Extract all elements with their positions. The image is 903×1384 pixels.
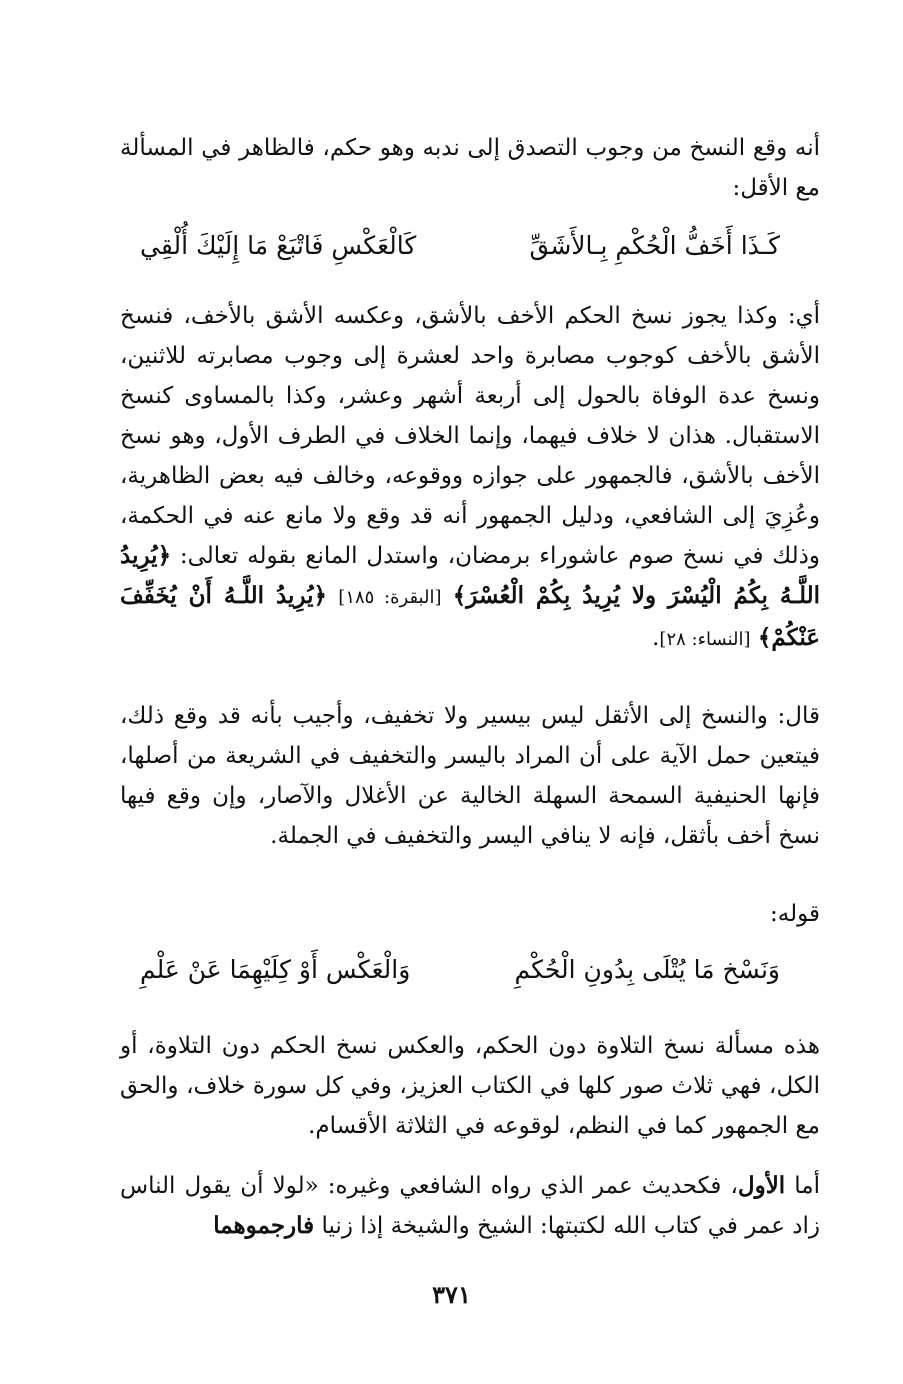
- paragraph-response: [120, 696, 820, 856]
- qawluhu-label: [120, 894, 820, 934]
- quran-reference-baqara: [البقرة: ١٨٥]: [338, 587, 442, 608]
- quran-verse-baqara: ﴿يُرِيدُ اللَّـهُ بِكُمُ الْيُسْرَ ولا يُرِيدُ بِكُمْ الْعُسْرَ﴾: [120, 542, 821, 609]
- qawluhu-text: قوله:: [770, 901, 820, 927]
- verse-1-first-hemistich: كَـذَا أَخَفُّ الْحُكْمِ بِـالأَشَقِّ: [529, 231, 780, 260]
- verse-line-2: [140, 950, 780, 990]
- first-type-bold-end: فارجموهما: [213, 1212, 315, 1239]
- verse-2-first-hemistich: وَنَسْخ مَا يُتْلَى بِدُونِ الْحُكْمِ: [514, 955, 780, 984]
- first-type-prefix: أما: [785, 1173, 821, 1199]
- verse-2-second-hemistich: وَالْعَكْس أَوْ كِلَيْهِمَا عَنْ عَلْمِ: [140, 955, 411, 984]
- quran-reference-nisa: [النساء: ٢٨]: [659, 629, 751, 650]
- first-type-bold-word: الأول: [737, 1172, 786, 1199]
- paragraph-first-type: [120, 1166, 820, 1246]
- abrogation-types-text: هذه مسألة نسخ التلاوة دون الحكم، والعكس نسخ الحكم دون التلاوة، أو الكل، فهي ثلاث صور كلها في الكتاب العزيز، وفي كل سورة خلاف، والحق مع الجمهور كما في النظم، لوقوعه في الثلاثة الأقسام.: [120, 1033, 820, 1139]
- verse-line-1: [140, 226, 780, 266]
- quran-verse-nisa: ﴿يُرِيدُ اللَّـهُ أَنْ يُخَفِّفَ عَنْكُمْ﴾: [120, 582, 820, 651]
- explanation-text: أي: وكذا يجوز نسخ الحكم الأخف بالأشق، وعكسه الأشق بالأخف، فنسخ الأشق بالأخف كوجوب مصابرة واحد لعشرة إلى وجوب مصابرته للاثنين، ونسخ عدة الوفاة بالحول إلى أربعة أشهر وعشر، وكذا بالمساوى كنسخ الاستقبال. هذان لا خلاف فيهما، وإنما الخلاف في الطرف الأول، وهو نسخ الأخف بالأشق، فالجمهور على جوازه ووقوعه، وخالف فيه بعض الظاهرية، وعُزِيَ إلى الشافعي، ودليل الجمهور أنه قد وقع ولا مانع عنه في الحكمة، وذلك في نسخ صوم عاشوراء برمضان، واستدل المانع بقوله تعالى:: [120, 303, 820, 569]
- paragraph-intro-text: أنه وقع النسخ من وجوب التصدق إلى ندبه وهو حكم، فالظاهر في المسألة مع الأقل:: [120, 135, 820, 201]
- paragraph-explanation: [120, 296, 820, 660]
- explanation-end: .: [652, 625, 660, 651]
- response-text: قال: والنسخ إلى الأثقل ليس بيسير ولا تخفيف، وأجيب بأنه قد وقع ذلك، فيتعين حمل الآية على أن المراد باليسر والتخفيف في الشريعة من أصلها، فإنها الحنيفية السمحة السهلة الخالية عن الأغلال والآصار، وإن وقع فيها نسخ أخف بأثقل، فإنه لا ينافي اليسر والتخفيف في الجملة.: [120, 703, 820, 849]
- first-type-text: ، فكحديث عمر الذي رواه الشافعي وغيره: «لولا أن يقول الناس زاد عمر في كتاب الله لكتبتها: الشيخ والشيخة إذا زنيا: [120, 1173, 820, 1239]
- page-number: ٣٧١: [432, 1280, 471, 1309]
- paragraph-abrogation-types: [120, 1026, 820, 1146]
- paragraph-intro: [120, 128, 820, 208]
- verse-1-second-hemistich: كَالْعَكْسِ فَاتْبَعْ مَا إِلَيْكَ أُلْقِي: [140, 231, 417, 260]
